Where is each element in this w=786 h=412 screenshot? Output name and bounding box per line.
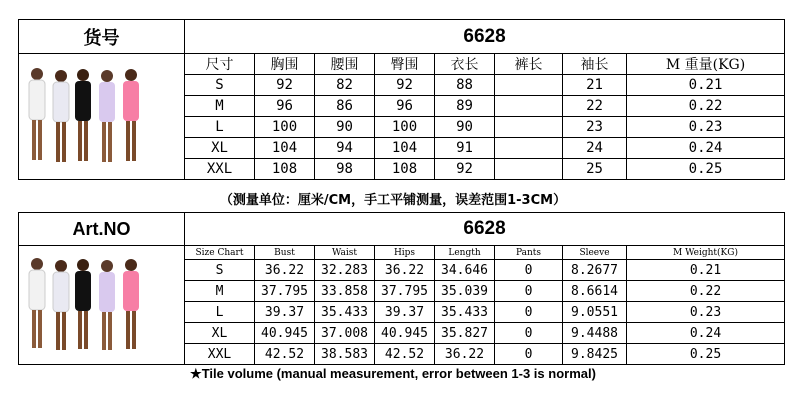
cell: XL bbox=[185, 138, 255, 159]
cell: 0.25 bbox=[627, 159, 785, 180]
cell: 9.0551 bbox=[563, 302, 627, 323]
cell bbox=[495, 159, 563, 180]
cell: XXL bbox=[185, 159, 255, 180]
cell: 35.827 bbox=[435, 323, 495, 344]
cell: 0 bbox=[495, 302, 563, 323]
col-header: Waist bbox=[315, 246, 375, 260]
cell: 88 bbox=[435, 75, 495, 96]
cell: 34.646 bbox=[435, 260, 495, 281]
col-header: Pants bbox=[495, 246, 563, 260]
cell: XXL bbox=[185, 344, 255, 365]
cell: 96 bbox=[375, 96, 435, 117]
col-header: M 重量(KG) bbox=[627, 54, 785, 75]
size-table-en bbox=[18, 212, 785, 365]
cell: XL bbox=[185, 323, 255, 344]
cell: 0.22 bbox=[627, 96, 785, 117]
cell: 39.37 bbox=[375, 302, 435, 323]
cell: S bbox=[185, 260, 255, 281]
cell: 40.945 bbox=[255, 323, 315, 344]
cell: 82 bbox=[315, 75, 375, 96]
cell: 100 bbox=[255, 117, 315, 138]
col-header: 腰围 bbox=[315, 54, 375, 75]
col-header: 胸围 bbox=[255, 54, 315, 75]
cell: 38.583 bbox=[315, 344, 375, 365]
col-header: 衣长 bbox=[435, 54, 495, 75]
cell: 22 bbox=[563, 96, 627, 117]
cell: 40.945 bbox=[375, 323, 435, 344]
col-header: M Weight(KG) bbox=[627, 246, 785, 260]
cell: 36.22 bbox=[255, 260, 315, 281]
cell: 36.22 bbox=[435, 344, 495, 365]
col-header: Hips bbox=[375, 246, 435, 260]
col-header: 尺寸 bbox=[185, 54, 255, 75]
cell: 8.2677 bbox=[563, 260, 627, 281]
cell: 36.22 bbox=[375, 260, 435, 281]
cell: 0.21 bbox=[627, 75, 785, 96]
cell: 104 bbox=[255, 138, 315, 159]
cell: 0 bbox=[495, 281, 563, 302]
cell: 90 bbox=[315, 117, 375, 138]
cell: 37.795 bbox=[375, 281, 435, 302]
cell: L bbox=[185, 302, 255, 323]
cell bbox=[495, 75, 563, 96]
cell: 92 bbox=[255, 75, 315, 96]
cell: 33.858 bbox=[315, 281, 375, 302]
cell: 90 bbox=[435, 117, 495, 138]
col-header: Length bbox=[435, 246, 495, 260]
cell: 0.24 bbox=[627, 138, 785, 159]
cell: 104 bbox=[375, 138, 435, 159]
cell: 98 bbox=[315, 159, 375, 180]
cell: 35.433 bbox=[435, 302, 495, 323]
cell: 37.008 bbox=[315, 323, 375, 344]
cell: 9.4488 bbox=[563, 323, 627, 344]
cell: 35.039 bbox=[435, 281, 495, 302]
cell: 92 bbox=[435, 159, 495, 180]
cell bbox=[495, 117, 563, 138]
measurement-note-en: ★Tile volume (manual measurement, error between 1-3 is normal) bbox=[190, 366, 596, 381]
cell: 35.433 bbox=[315, 302, 375, 323]
cell: 9.8425 bbox=[563, 344, 627, 365]
cell: 0.21 bbox=[627, 260, 785, 281]
product-photo bbox=[19, 246, 185, 365]
col-header: Size Chart bbox=[185, 246, 255, 260]
cell: 92 bbox=[375, 75, 435, 96]
size-table-cn bbox=[18, 19, 785, 180]
cell: 42.52 bbox=[255, 344, 315, 365]
cell: 86 bbox=[315, 96, 375, 117]
art-no-label: 货号 bbox=[19, 20, 185, 54]
cell: 39.37 bbox=[255, 302, 315, 323]
col-header: 臀围 bbox=[375, 54, 435, 75]
cell: 100 bbox=[375, 117, 435, 138]
cell: L bbox=[185, 117, 255, 138]
cell: 0.24 bbox=[627, 323, 785, 344]
cell: 37.795 bbox=[255, 281, 315, 302]
col-header: Sleeve bbox=[563, 246, 627, 260]
cell: M bbox=[185, 281, 255, 302]
cell: 96 bbox=[255, 96, 315, 117]
cell: 8.6614 bbox=[563, 281, 627, 302]
col-header: 裤长 bbox=[495, 54, 563, 75]
cell: 0.23 bbox=[627, 302, 785, 323]
cell: 0 bbox=[495, 323, 563, 344]
cell: S bbox=[185, 75, 255, 96]
product-code: 6628 bbox=[185, 20, 785, 54]
cell: 21 bbox=[563, 75, 627, 96]
cell bbox=[495, 96, 563, 117]
cell: 89 bbox=[435, 96, 495, 117]
cell: 108 bbox=[255, 159, 315, 180]
cell: 24 bbox=[563, 138, 627, 159]
cell: 42.52 bbox=[375, 344, 435, 365]
cell: 0 bbox=[495, 344, 563, 365]
product-photo bbox=[19, 54, 185, 180]
measurement-note-cn: （测量单位：厘米/CM，手工平铺测量，误差范围1-3CM） bbox=[219, 193, 567, 208]
cell: 91 bbox=[435, 138, 495, 159]
cell: 25 bbox=[563, 159, 627, 180]
cell: 23 bbox=[563, 117, 627, 138]
art-no-label: Art.NO bbox=[19, 213, 185, 246]
cell bbox=[495, 138, 563, 159]
col-header: Bust bbox=[255, 246, 315, 260]
col-header: 袖长 bbox=[563, 54, 627, 75]
cell: 108 bbox=[375, 159, 435, 180]
cell: 32.283 bbox=[315, 260, 375, 281]
product-code: 6628 bbox=[185, 213, 785, 246]
cell: 0 bbox=[495, 260, 563, 281]
cell: 94 bbox=[315, 138, 375, 159]
cell: 0.23 bbox=[627, 117, 785, 138]
cell: M bbox=[185, 96, 255, 117]
cell: 0.22 bbox=[627, 281, 785, 302]
cell: 0.25 bbox=[627, 344, 785, 365]
